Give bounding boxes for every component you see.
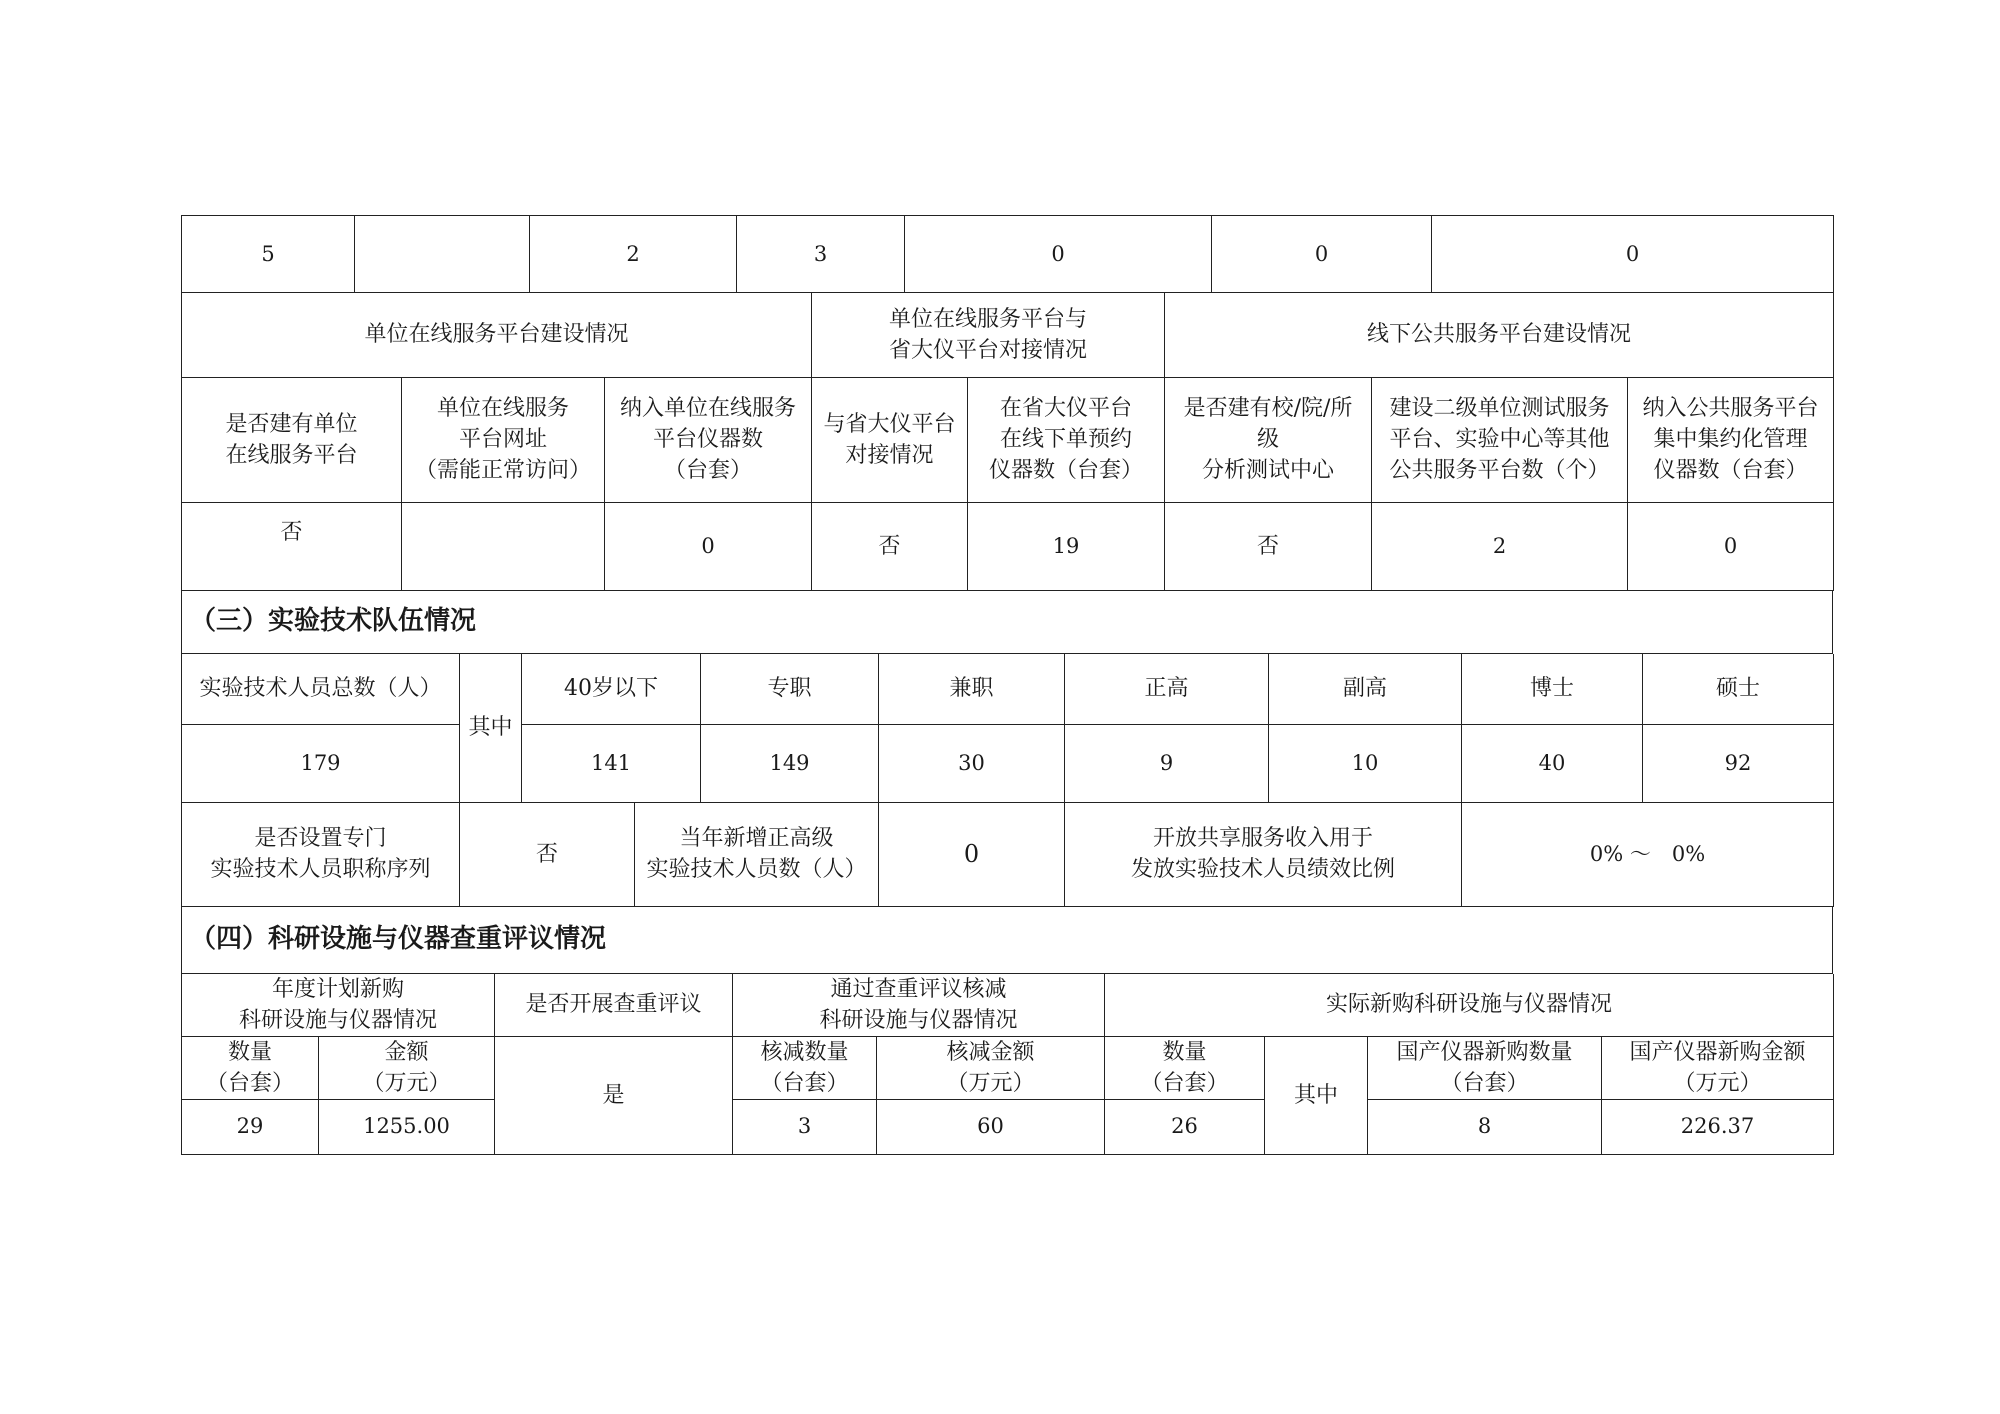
staff-total-value: 179 [182,724,460,802]
platform-header-online: 单位在线服务平台建设情况 [182,293,812,377]
section4-title: （四）科研设施与仪器查重评议情况 [182,907,1833,973]
review-sub-actual-qty: 数量 （台套） [1105,1036,1265,1099]
staff-title-series-value: 否 [460,803,635,907]
staff-value: 92 [1643,724,1834,802]
review-header-reduce: 通过查重评议核减 科研设施与仪器情况 [733,974,1105,1037]
staff-value: 30 [879,724,1065,802]
platform-value: 否 [812,502,968,590]
top-cell: 0 [905,216,1212,293]
review-table [181,974,1834,1155]
review-domestic-amount-value: 226.37 [1602,1099,1834,1154]
staff-category: 专职 [701,654,879,724]
review-sub-reduce-amount: 核减金额 （万元） [877,1036,1105,1099]
platform-value [402,502,605,590]
top-cell [355,216,530,293]
staff-value: 10 [1269,724,1462,802]
platform-value: 2 [1372,502,1628,590]
platform-subheader: 在省大仪平台 在线下单预约 仪器数（台套） [968,377,1165,502]
review-reduce-qty-value: 3 [733,1099,877,1154]
review-plan-qty-value: 29 [182,1099,319,1154]
platform-header-docking: 单位在线服务平台与 省大仪平台对接情况 [812,293,1165,377]
staff-income-ratio-label: 开放共享服务收入用于 发放实验技术人员绩效比例 [1065,803,1462,907]
staff-income-ratio-value: 0% ～ 0% [1462,803,1834,907]
staff-value: 9 [1065,724,1269,802]
review-header-plan: 年度计划新购 科研设施与仪器情况 [182,974,495,1037]
platform-value: 0 [605,502,812,590]
platform-subheader: 纳入公共服务平台 集中集约化管理 仪器数（台套） [1628,377,1834,502]
platform-value: 否 [1165,502,1372,590]
platform-subheader: 纳入单位在线服务 平台仪器数 （台套） [605,377,812,502]
platform-value: 否 [182,502,402,590]
platform-value: 19 [968,502,1165,590]
staff-count-table [181,654,1834,803]
staff-category: 兼职 [879,654,1065,724]
review-actual-qty-value: 26 [1105,1099,1265,1154]
review-value: 是 [495,1036,733,1154]
staff-total-label: 实验技术人员总数（人） [182,654,460,724]
review-sub-domestic-amount: 国产仪器新购金额 （万元） [1602,1036,1834,1099]
review-sub-plan-qty: 数量 （台套） [182,1036,319,1099]
staff-value: 141 [522,724,701,802]
top-row-table [181,215,1834,293]
review-domestic-qty-value: 8 [1368,1099,1602,1154]
top-cell: 0 [1432,216,1834,293]
staff-title-series-label: 是否设置专门 实验技术人员职称序列 [182,803,460,907]
section3-title: （三）实验技术队伍情况 [182,591,1833,654]
platform-subheader: 与省大仪平台 对接情况 [812,377,968,502]
staff-value: 40 [1462,724,1643,802]
platform-subheader: 单位在线服务 平台网址 （需能正常访问） [402,377,605,502]
staff-category: 40岁以下 [522,654,701,724]
review-reduce-amount-value: 60 [877,1099,1105,1154]
staff-category: 硕士 [1643,654,1834,724]
platform-subheader: 建设二级单位测试服务 平台、实验中心等其他 公共服务平台数（个） [1372,377,1628,502]
platform-table [181,293,1834,591]
platform-value: 0 [1628,502,1834,590]
review-sub-domestic-qty: 国产仪器新购数量 （台套） [1368,1036,1602,1099]
staff-category: 博士 [1462,654,1643,724]
staff-category: 正高 [1065,654,1269,724]
document-sheet [181,215,1833,1155]
top-cell: 5 [182,216,355,293]
top-cell: 0 [1212,216,1432,293]
platform-subheader: 是否建有单位 在线服务平台 [182,377,402,502]
review-header-review: 是否开展查重评议 [495,974,733,1037]
review-qizhong: 其中 [1265,1036,1368,1154]
section3-title-table [181,591,1833,655]
review-header-actual: 实际新购科研设施与仪器情况 [1105,974,1834,1037]
section4-title-table [181,907,1833,974]
staff-value: 149 [701,724,879,802]
platform-subheader: 是否建有校/院/所 级 分析测试中心 [1165,377,1372,502]
platform-header-offline: 线下公共服务平台建设情况 [1165,293,1834,377]
staff-category: 副高 [1269,654,1462,724]
top-cell: 3 [737,216,905,293]
staff-question-table [181,803,1834,908]
review-sub-plan-amount: 金额 （万元） [319,1036,495,1099]
staff-qizhong: 其中 [460,654,522,802]
top-cell: 2 [530,216,737,293]
review-plan-amount-value: 1255.00 [319,1099,495,1154]
staff-new-senior-value: 0 [879,803,1065,907]
staff-new-senior-label: 当年新增正高级 实验技术人员数（人） [635,803,879,907]
review-sub-reduce-qty: 核减数量 （台套） [733,1036,877,1099]
